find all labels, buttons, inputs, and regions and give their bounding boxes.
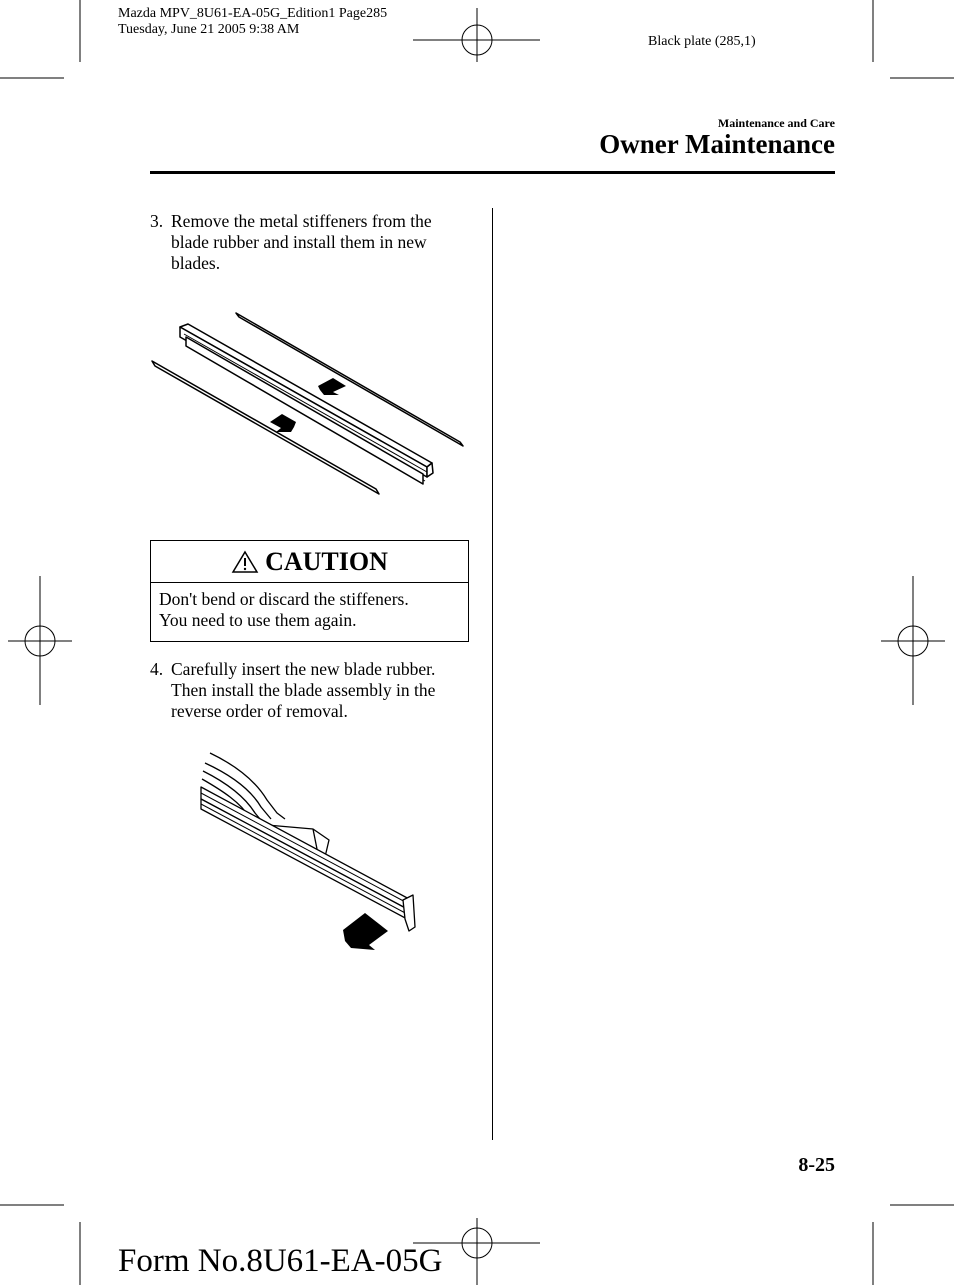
caution-line: Don't bend or discard the stiffeners. <box>159 589 409 609</box>
caution-header <box>151 541 468 583</box>
arrow-icon <box>343 913 388 950</box>
chapter-label: Maintenance and Care <box>717 116 835 130</box>
step-3 <box>150 211 475 277</box>
registration-crosshair-icon <box>881 576 945 705</box>
page-title: Owner Maintenance <box>599 129 835 159</box>
caution-box <box>150 540 469 642</box>
caution-text <box>151 583 468 637</box>
registration-crosshair-icon <box>413 8 540 62</box>
column-divider <box>492 208 493 1140</box>
warning-triangle-icon <box>231 550 259 574</box>
blade-assembly-illustration <box>195 745 430 955</box>
arrow-icon <box>318 378 346 395</box>
step-4 <box>150 659 475 725</box>
page-number: 8-25 <box>798 1154 835 1176</box>
step-text: Carefully insert the new blade rubber. Then install the blade assembly in the reverse order of removal. <box>171 659 436 721</box>
print-header-line1: Mazda MPV_8U61-EA-05G_Edition1 Page285 <box>118 6 388 21</box>
print-plate-label: Black plate (285,1) <box>648 34 756 49</box>
print-header-line2: Tuesday, June 21 2005 9:38 AM <box>118 22 300 37</box>
form-number: Form No.8U61-EA-05G <box>118 1243 443 1279</box>
caution-line: You need to use them again. <box>159 610 357 630</box>
step-number: 3. <box>150 211 164 231</box>
header-rule <box>150 171 835 174</box>
caution-label: CAUTION <box>265 546 388 576</box>
step-number: 4. <box>150 659 164 679</box>
registration-crosshair-icon <box>8 576 72 705</box>
stiffener-illustration <box>140 300 480 510</box>
step-text: Remove the metal stiffeners from the blade rubber and install them in new blades. <box>171 211 432 273</box>
arrow-icon <box>270 414 296 432</box>
